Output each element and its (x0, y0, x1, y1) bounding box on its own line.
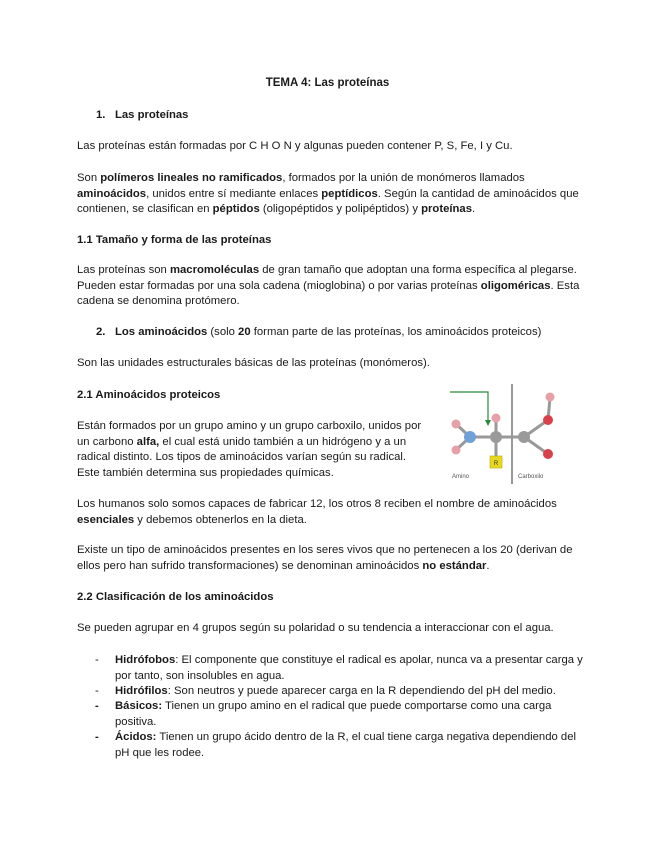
paragraph-structure (77, 419, 427, 481)
paragraph-groups: Se pueden agrupar en 4 grupos según su polaridad o su tendencia a interaccionar con el agua. (77, 622, 554, 634)
list-desc: : Son neutros y puede aparecer carga en la R dependiendo del pH del medio. (167, 685, 556, 697)
section-1-title: Las proteínas (115, 109, 189, 121)
text: Son (77, 172, 101, 184)
r-group-label: R (493, 461, 499, 467)
list-term: Ácidos: (115, 731, 157, 743)
amino-acid-figure (442, 384, 590, 484)
section-2-2-heading: 2.2 Clasificación de los aminoácidos (77, 591, 274, 603)
amino-label: Amino (452, 474, 470, 480)
text: y debemos obtenerlos en la dieta. (134, 513, 307, 526)
oxygen-atom (543, 449, 553, 459)
text: , formados por la unión de monómeros llamados (282, 172, 525, 184)
list-term: Básicos: (115, 700, 163, 712)
text: (solo (207, 326, 239, 338)
text: de gran tamaño que adoptan una forma específica al plegarse. Pueden estar formadas por una sola cadena (mioglobina) o por varias proteínas (77, 264, 577, 292)
nitrogen-atom (464, 431, 476, 443)
list-term: Hidrófilos (115, 685, 168, 697)
section-2-heading (96, 325, 616, 341)
bold-term: macromoléculas (169, 264, 260, 276)
arrow-head (485, 420, 491, 426)
list-desc: : El componente que constituye el radical es apolar, nunca va a presentar carga y por tanto, son insolubles en agua. (115, 654, 583, 682)
bold-term: esenciales (77, 513, 135, 526)
text: . Según la cantidad de aminoácidos que contienen, se clasifican en (77, 187, 579, 215)
list-dash: - (95, 700, 99, 712)
paragraph-monomers: Son las unidades estructurales básicas de las proteínas (monómeros). (77, 357, 430, 369)
text: , unidos entre sí mediante enlaces (146, 187, 322, 200)
bold-term: no estándar (422, 559, 487, 572)
text: forman parte de las proteínas, los aminoácidos proteicos) (250, 326, 542, 338)
section-1-heading (96, 108, 188, 124)
paragraph-composition: Las proteínas están formadas por C H O N y algunas pueden contener P, S, Fe, I y Cu. (77, 140, 513, 152)
text: (oligopéptidos y polipéptidos) y (259, 203, 422, 215)
section-1-1-heading: 1.1 Tamaño y forma de las proteínas (77, 234, 272, 246)
text: Están formados por un grupo amino y un grupo carboxilo, unidos por un carbono (77, 420, 422, 448)
list-term: Hidrófobos (115, 654, 176, 666)
list-desc: Tienen un grupo amino en el radical que puede comportarse como una carga positiva. (115, 700, 552, 728)
paragraph-non-standard (77, 543, 582, 574)
oxygen-atom (543, 415, 553, 425)
bold-term: aminoácidos (77, 187, 147, 200)
section-2-number: 2. (96, 326, 106, 338)
section-1-number: 1. (96, 109, 106, 121)
carboxyl-carbon-atom (518, 431, 530, 443)
arrow-line (450, 392, 488, 424)
text: Las proteínas son (77, 264, 170, 276)
paragraph-polymers (77, 171, 582, 218)
hydrogen-atom (452, 420, 461, 429)
list-dash: - (95, 731, 99, 743)
bold-term: péptidos (212, 203, 260, 215)
text: el cual está unido también a un hidrógeno y a un radical distinto. Los tipos de aminoácidos varían según su radical. Este también determina sus propiedades químicas. (77, 435, 407, 479)
list-item-text (115, 684, 585, 700)
list-item-text (115, 653, 585, 684)
bold-term: proteínas (421, 203, 472, 215)
hydrogen-atom (546, 393, 555, 402)
list-desc: Tienen un grupo ácido dentro de la R, el cual tiene carga negativa dependiendo del pH que les rodee. (115, 731, 576, 759)
paragraph-essential (77, 497, 582, 528)
paragraph-macromolecules (77, 263, 582, 310)
carboxyl-label: Carboxilo (518, 474, 544, 480)
text: Existe un tipo de aminoácidos presentes en los seres vivos que no pertenecen a los 20 (derivan de ellos pero han sufrido transformaciones) se denominan aminoácidos (77, 544, 573, 572)
amino-acid-diagram (442, 384, 590, 484)
list-item-text (115, 699, 585, 730)
bold-term: 20 (238, 326, 251, 338)
bold-term: polímeros lineales no ramificados (100, 172, 283, 184)
alpha-carbon-atom (490, 431, 502, 443)
section-2-1-heading: 2.1 Aminoácidos proteicos (77, 389, 221, 401)
bonds (456, 398, 550, 460)
text: . Esta cadena se denomina protómero. (77, 279, 580, 307)
bold-term: oligoméricas (480, 279, 551, 292)
list-dash: - (95, 654, 99, 666)
text: Los humanos solo somos capaces de fabricar 12, los otros 8 reciben el nombre de aminoácidos (77, 498, 557, 510)
hydrogen-atom (492, 414, 501, 423)
page-title: TEMA 4: Las proteínas (265, 77, 390, 89)
section-2-title: Los aminoácidos (115, 326, 208, 338)
bold-term: alfa, (136, 435, 160, 448)
text: . (471, 203, 476, 215)
list-dash: - (95, 685, 99, 697)
hydrogen-atom (452, 446, 461, 455)
list-item-text (115, 730, 585, 761)
bold-term: peptídicos (321, 187, 378, 200)
text: . (486, 559, 490, 572)
